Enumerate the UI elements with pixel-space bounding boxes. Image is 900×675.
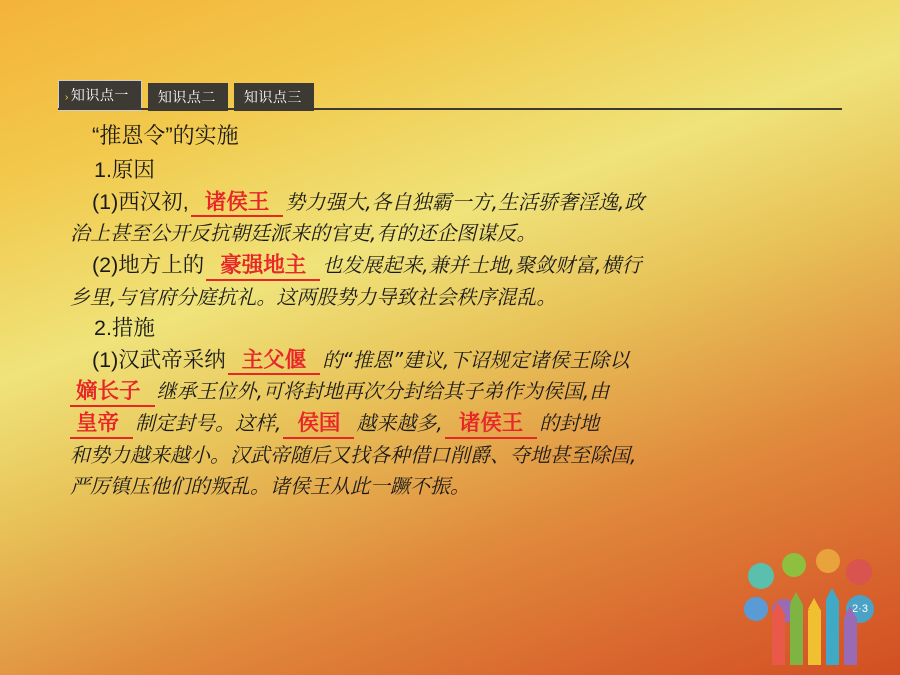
text-segment: 势力强大,各自独霸一方,生活骄奢淫逸,政 [285,189,645,214]
text-segment: 乡里,与官府分庭抗礼。这两股势力导致社会秩序混乱。 [70,284,557,309]
pencil-red [772,613,785,665]
bubble-icon-1 [748,563,774,589]
paragraph-3-line-4 [70,440,860,471]
page-title: “推恩令”的实施 [92,123,239,148]
text-segment: (1)汉武帝采纳 [92,347,226,372]
tab-knowledge-point-1[interactable] [58,80,142,111]
text-segment: 的“推恩”建议,下诏规定诸侯王除以 [322,347,630,372]
paragraph-3-line-5 [70,471,860,502]
pencil-decoration [742,535,882,665]
tab-label: 知识点二 [157,89,216,105]
bubble-icon-3 [816,549,840,573]
paragraph-3-line-1 [70,345,860,376]
section-1-heading: 1.原因 [94,158,155,183]
text-segment: 的封地 [539,411,600,436]
tab-bar [58,80,314,111]
text-segment: 治上甚至公开反抗朝廷派来的官吏,有的还企图谋反。 [70,221,537,246]
paragraph-1-line-1 [70,187,860,218]
paragraph-3-line-3 [70,408,860,439]
tab-knowledge-point-3[interactable] [234,83,314,111]
bubble-icon-2 [782,553,806,577]
pencil-blue [826,599,839,665]
section-2-heading: 2.措施 [94,316,155,341]
bubble-icon-5 [744,597,768,621]
text-segment: 也发展起来,兼并土地,聚敛财富,横行 [322,252,642,277]
fill-blank-zhufuyan: 主父偃 [228,348,321,376]
text-segment: (1)西汉初, [92,189,189,214]
fill-blank-zhuhouwang-2: 诸侯王 [445,411,538,439]
tab-underline [58,108,842,110]
fill-blank-huangdi: 皇帝 [70,411,133,439]
chevron-right-icon: › [65,92,69,103]
text-segment: 越来越多, [356,411,443,436]
lesson-content [70,120,860,503]
text-segment: 继承王位外,可将封地再次分封给其子弟作为侯国,由 [156,379,610,404]
fill-blank-houguo: 侯国 [283,411,354,439]
bubble-icon-4 [846,559,872,585]
paragraph-1-line-2 [70,218,860,249]
fill-blank-dizhangzi: 嫡长子 [70,379,155,407]
paragraph-3-line-2 [70,376,860,407]
tab-knowledge-point-2[interactable] [148,83,228,111]
paragraph-2-line-2 [70,282,860,313]
text-segment: 严厉镇压他们的叛乱。诸侯王从此一蹶不振。 [70,474,470,499]
paragraph-2-line-1 [70,250,860,281]
bubble-badge: 2·3 [846,595,874,623]
pencil-purple [844,617,857,665]
tab-label: 知识点三 [243,89,302,105]
text-segment: 制定封号。这样, [135,411,282,436]
fill-blank-zhuhouwang: 诸侯王 [191,190,284,218]
text-segment: (2)地方上的 [92,252,205,277]
pencil-yellow [808,609,821,665]
fill-blank-haoqiangdizhu: 豪强地主 [206,253,320,281]
tab-label: 知识点一 [70,87,129,103]
pencil-green [790,603,803,665]
text-segment: 和势力越来越小。汉武帝随后又找各种借口削爵、夺地甚至除国, [70,442,637,467]
